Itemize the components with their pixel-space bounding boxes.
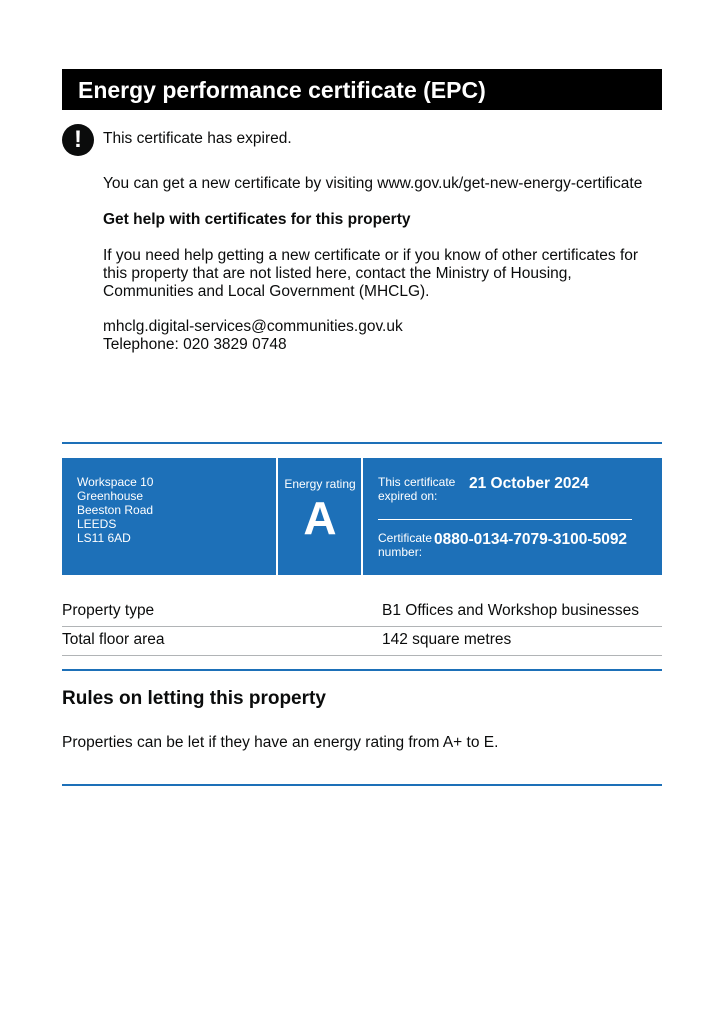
- certificate-panel: [62, 458, 662, 575]
- panel-divider-2: [361, 458, 363, 575]
- expired-notice: This certificate has expired.: [103, 130, 292, 147]
- expiry-label: This certificate expired on:: [378, 475, 456, 503]
- floor-area-label: Total floor area: [62, 631, 165, 648]
- section-divider: [62, 442, 662, 444]
- property-type-label: Property type: [62, 602, 155, 619]
- help-text-line-1: If you need help getting a new certificate or if you know of other certificates for: [103, 247, 639, 264]
- energy-rating-value: A: [303, 492, 337, 544]
- floor-area-value: 142 square metres: [382, 631, 512, 648]
- address-line-2: Greenhouse: [77, 489, 144, 503]
- section-divider: [62, 669, 662, 671]
- address-line-5: LS11 6AD: [77, 531, 131, 545]
- contact-email[interactable]: mhclg.digital-services@communities.gov.uk: [103, 318, 403, 335]
- energy-rating-label: Energy rating: [284, 477, 356, 491]
- letting-heading: Rules on letting this property: [62, 688, 326, 709]
- section-divider: [62, 784, 662, 786]
- property-type-value: B1 Offices and Workshop businesses: [382, 602, 640, 619]
- help-text-line-3: Communities and Local Government (MHCLG).: [103, 283, 430, 300]
- property-address: [77, 475, 153, 545]
- certificate-number: 0880-0134-7079-3100-5092: [434, 531, 628, 548]
- expiry-date: 21 October 2024: [469, 475, 589, 492]
- certificate-number-label: Certificate number:: [378, 531, 433, 559]
- address-line-1: Workspace 10: [77, 475, 154, 489]
- table-row: [62, 626, 662, 656]
- page-title: Energy performance certificate (EPC): [62, 69, 662, 110]
- exclamation-icon: !: [62, 124, 94, 156]
- letting-text: Properties can be let if they have an energy rating from A+ to E.: [62, 734, 499, 751]
- new-certificate-text: You can get a new certificate by visiting www.gov.uk/get-new-energy-certificate: [103, 175, 643, 192]
- table-row: [62, 597, 662, 627]
- contact-telephone: Telephone: 020 3829 0748: [103, 336, 287, 353]
- help-text-line-2: this property that are not listed here, contact the Ministry of Housing,: [103, 265, 572, 282]
- address-line-4: LEEDS: [77, 517, 117, 531]
- panel-rule: [378, 519, 632, 520]
- help-heading: Get help with certificates for this property: [103, 211, 411, 228]
- address-line-3: Beeston Road: [77, 503, 154, 517]
